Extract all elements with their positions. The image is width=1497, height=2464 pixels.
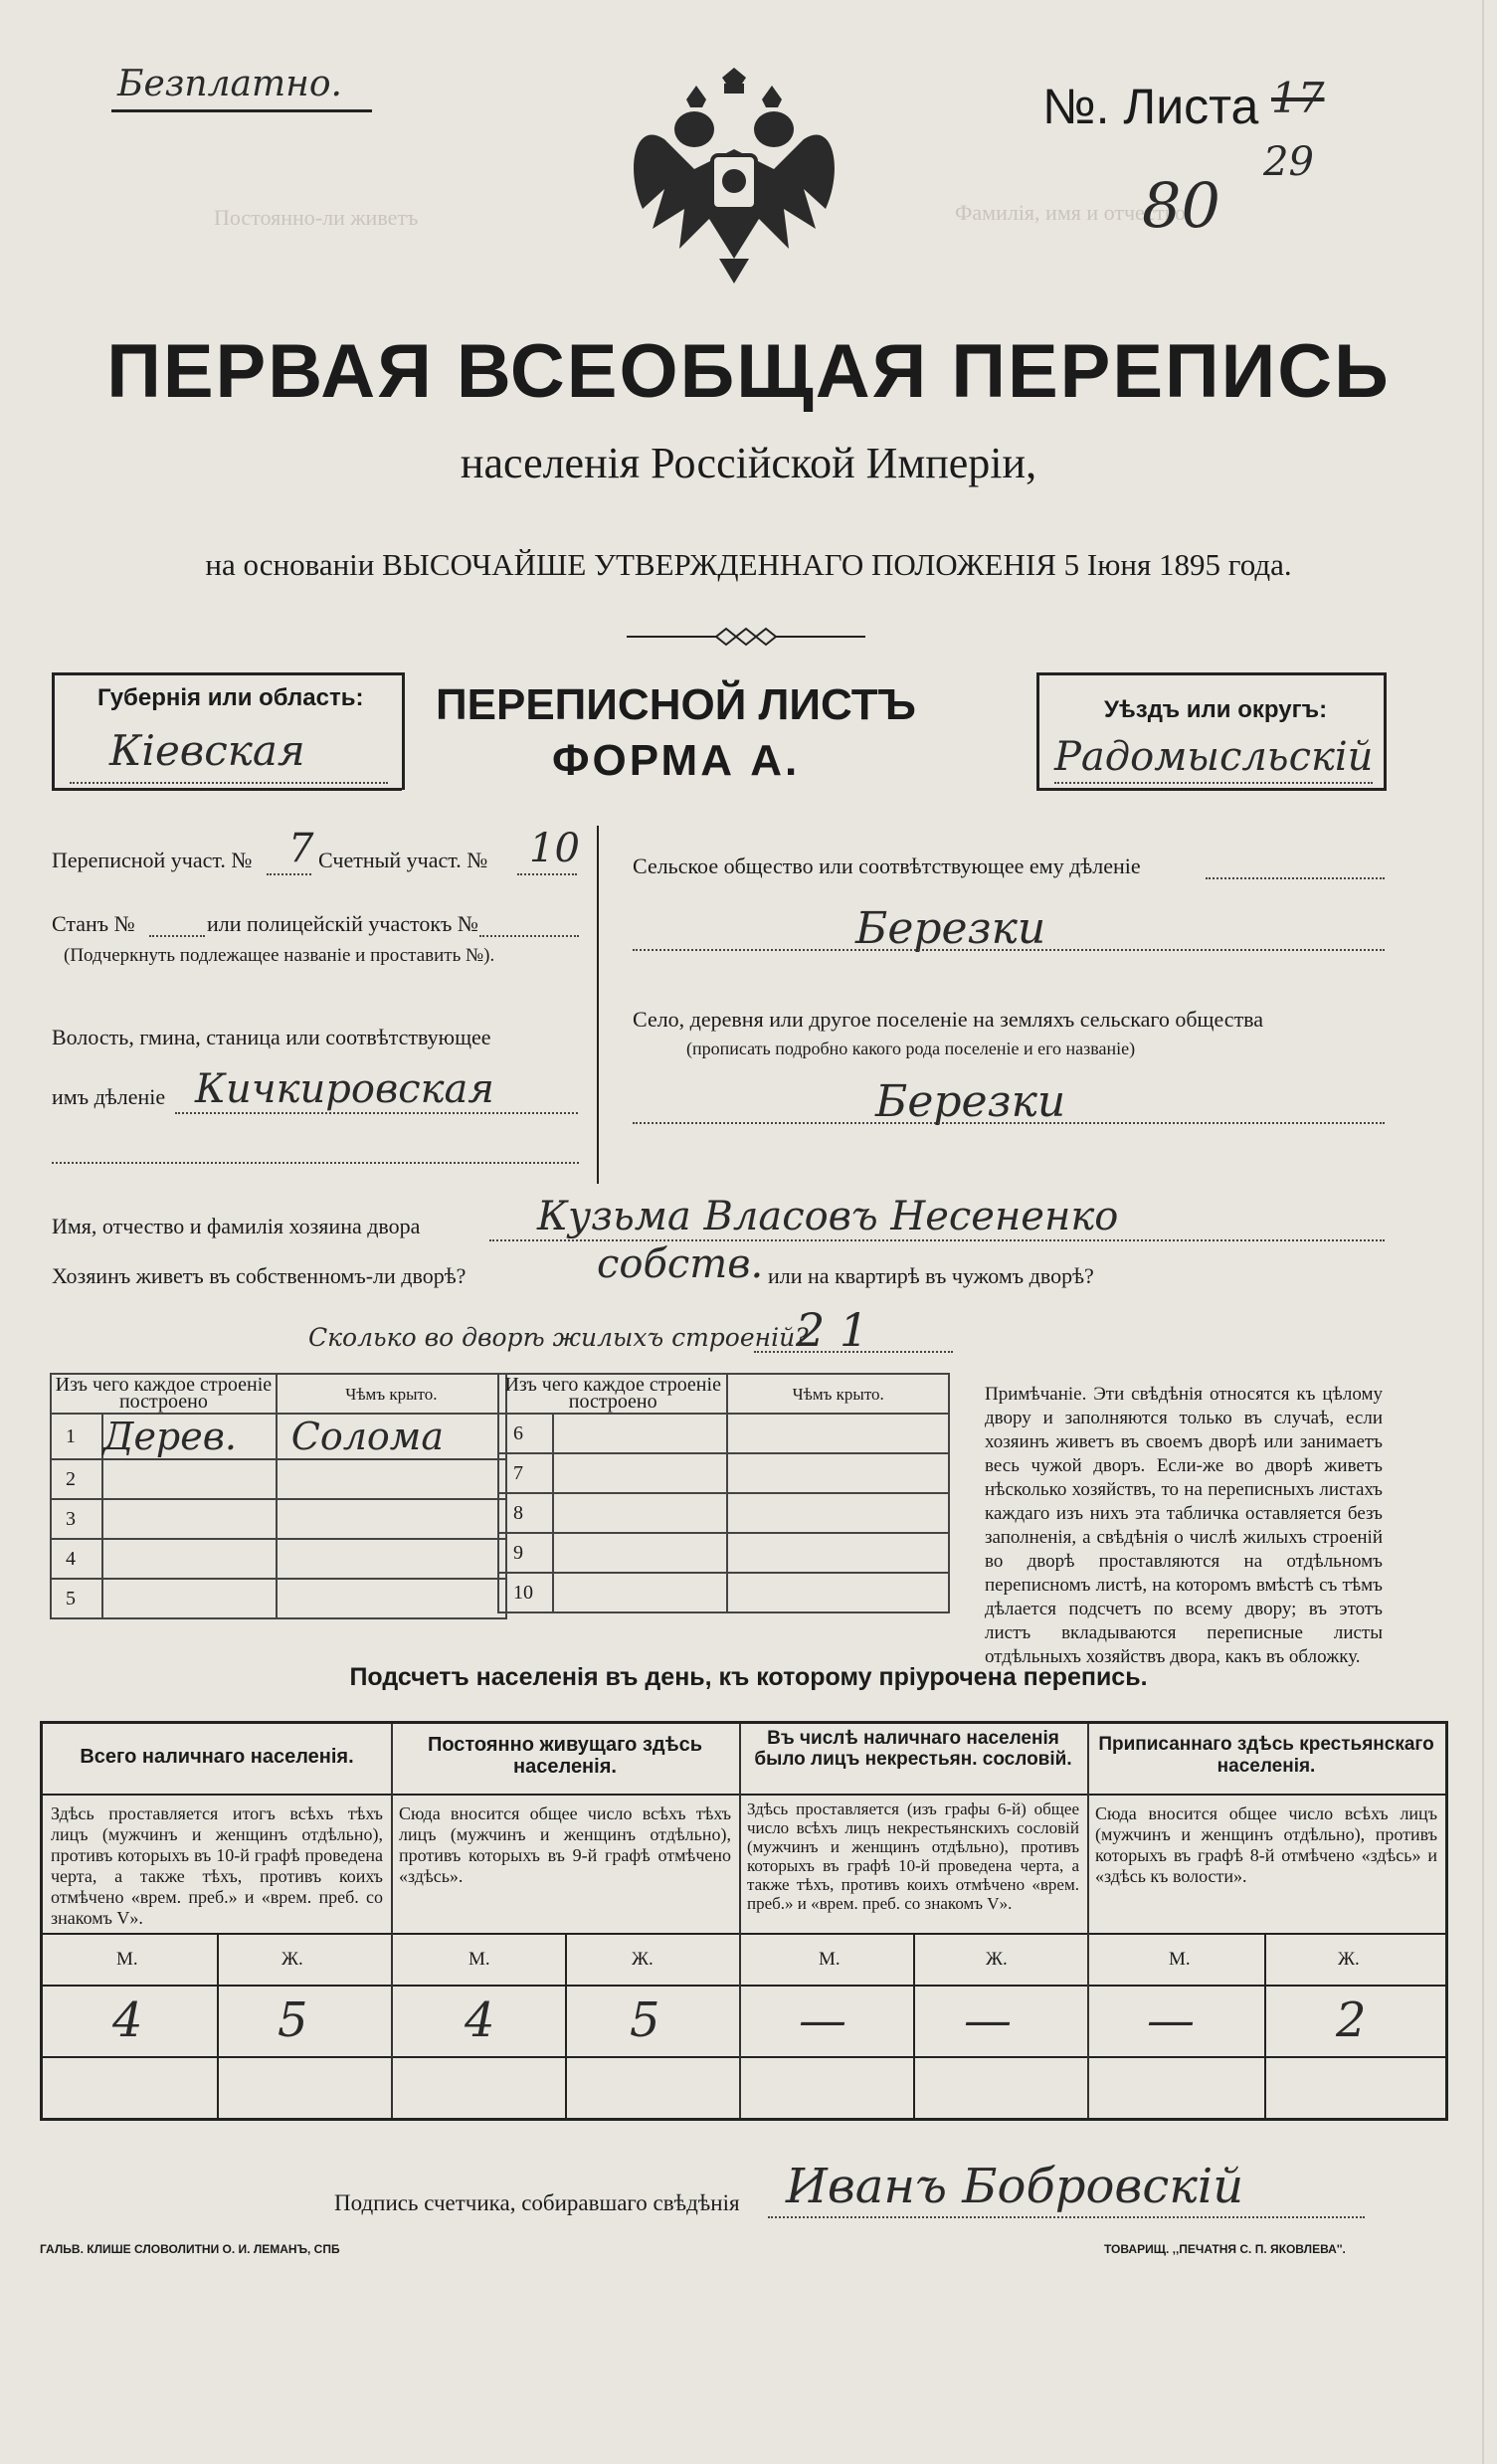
col2-m-label: М. bbox=[468, 1949, 490, 1970]
volost-label-1: Волость, гмина, станица или соотвѣтствующее bbox=[52, 1025, 491, 1049]
col3-m-value: — bbox=[799, 1992, 846, 2048]
province-dotline bbox=[70, 782, 388, 784]
free-label: Безплатно. bbox=[117, 64, 342, 104]
col1-m-label: М. bbox=[116, 1949, 138, 1970]
col1-split bbox=[217, 1933, 219, 2118]
col1-f-value: 5 bbox=[278, 1992, 308, 2048]
buildings-table-right bbox=[497, 1373, 950, 1613]
row1-material-value: Дерев. bbox=[102, 1415, 237, 1458]
population-table bbox=[40, 1721, 1448, 2121]
society-dotline-2 bbox=[633, 949, 1385, 951]
district-box-bottom bbox=[1036, 788, 1387, 791]
show-through-text: Постоянно-ли живетъ bbox=[214, 205, 419, 230]
subtitle: населенія Россійской Имперіи, bbox=[460, 439, 1037, 487]
col2-title: Постоянно живущаго здѣсь населенія. bbox=[427, 1734, 703, 1778]
district-dotline bbox=[1054, 782, 1373, 784]
province-box-left bbox=[52, 672, 55, 790]
col4-split bbox=[1264, 1933, 1266, 2118]
row1-roof-value: Солома bbox=[290, 1415, 444, 1458]
village-label: Село, деревня или другое поселеніе на земляхъ сельскаго общества bbox=[633, 1007, 1264, 1032]
form-title-1: ПЕРЕПИСНОЙ ЛИСТЪ bbox=[436, 680, 916, 729]
sheet-number-label: №. Листа bbox=[1042, 79, 1259, 134]
col1-m-value: 4 bbox=[112, 1992, 143, 2048]
row-number: 6 bbox=[498, 1414, 553, 1453]
counting-area-label: Счетный участ. № bbox=[318, 848, 488, 872]
stan-dotline bbox=[149, 935, 205, 937]
col3-f-label: Ж. bbox=[986, 1949, 1008, 1970]
village-value: Березки bbox=[875, 1076, 1066, 1127]
district-label: Уѣздъ или округъ: bbox=[1104, 696, 1328, 723]
roof-column-header: Чѣмъ крыто. bbox=[277, 1374, 506, 1414]
buildings-table-left bbox=[50, 1373, 507, 1619]
census-area-label: Переписной участ. № bbox=[52, 848, 253, 872]
row-number: 2 bbox=[51, 1459, 102, 1499]
row-number: 8 bbox=[498, 1493, 553, 1533]
province-box-right bbox=[402, 672, 405, 790]
signature-dotline bbox=[768, 2216, 1365, 2218]
double-headed-eagle-icon bbox=[625, 60, 843, 288]
col2-f-value: 5 bbox=[630, 1992, 660, 2048]
legal-basis: на основаніи ВЫСОЧАЙШЕ УТВЕРЖДЕННАГО ПОЛОЖЕНІЯ 5 Іюня 1895 года. bbox=[205, 547, 1292, 582]
col1-title: Всего наличнаго населенія. bbox=[80, 1746, 354, 1768]
signature-label: Подпись счетчика, собиравшаго свѣдѣнія bbox=[334, 2190, 740, 2215]
ornament-divider-icon bbox=[627, 627, 865, 647]
col1-f-label: Ж. bbox=[281, 1949, 303, 1970]
row-number: 3 bbox=[51, 1499, 102, 1539]
col2-m-value: 4 bbox=[465, 1992, 495, 2048]
col4-f-value: 2 bbox=[1336, 1992, 1367, 2048]
district-box-right bbox=[1384, 672, 1387, 790]
form-title-2: ФОРМА А. bbox=[552, 736, 801, 785]
population-col-permanent bbox=[391, 1724, 741, 2118]
stan-label: Станъ № bbox=[52, 911, 135, 936]
counting-area-dotline bbox=[517, 873, 577, 875]
sheet-number-handwritten: 17 bbox=[1271, 74, 1325, 122]
volost-value: Кичкировская bbox=[195, 1066, 494, 1112]
col3-f-value: — bbox=[964, 1992, 1012, 2048]
row-number: 10 bbox=[498, 1573, 553, 1612]
col3-m-label: М. bbox=[819, 1949, 841, 1970]
district-box-left bbox=[1036, 672, 1039, 790]
volost-dotline bbox=[175, 1112, 578, 1114]
province-label: Губернія или область: bbox=[97, 684, 364, 711]
population-col-non-peasant bbox=[739, 1724, 1089, 2118]
handwritten-number-a: 80 bbox=[1142, 169, 1220, 242]
census-area-value: 7 bbox=[288, 826, 314, 871]
row-number: 5 bbox=[51, 1579, 102, 1618]
col3-split bbox=[913, 1933, 915, 2118]
district-value: Радомысльскій bbox=[1054, 734, 1374, 780]
province-value: Кіевская bbox=[109, 726, 305, 775]
district-box-top bbox=[1036, 672, 1387, 675]
society-value: Березки bbox=[855, 903, 1046, 954]
buildings-count-dotline bbox=[754, 1351, 953, 1353]
owner-name-value: Кузьма Власовъ Несененко bbox=[537, 1194, 1119, 1239]
owner-name-label: Имя, отчество и фамилія хозяина двора bbox=[52, 1214, 421, 1238]
society-label: Сельское общество или соотвѣтствующее ему дѣленіе bbox=[633, 853, 1141, 878]
free-underline bbox=[111, 109, 372, 112]
printer-right: ТОВАРИЩ. ,,ПЕЧАТНЯ С. П. ЯКОВЛЕВА''. bbox=[1104, 2242, 1346, 2256]
row-number: 1 bbox=[51, 1414, 102, 1459]
population-heading: Подсчетъ населенія въ день, къ которому пріурочена перепись. bbox=[349, 1663, 1148, 1691]
fields-divider bbox=[597, 826, 599, 1184]
volost-label-2: имъ дѣленіе bbox=[52, 1084, 166, 1109]
village-dotline bbox=[633, 1122, 1385, 1124]
buildings-note: Примѣчаніе. Эти свѣдѣнія относятся къ цѣлому двору и заполняются только въ случаѣ, если хозяинъ живетъ въ своемъ дворѣ или занимаетъ весь чужой дворъ. Если-же во дворѣ живетъ нѣсколько хозяйствъ, то на переписныхъ листахъ каждаго изъ нихъ эта табличка оставляется безъ заполненія, а свѣдѣнія о числѣ жилыхъ строеній во дворѣ проставляются на отдѣльномъ переписномъ листѣ, на которомъ вмѣстѣ съ тѣмъ дѣлается подсчетъ по всему двору; въ этотъ листъ вкладываются переписные листы отдѣльныхъ хозяйствъ двора, какъ въ обложку. bbox=[985, 1384, 1383, 1667]
col4-f-label: Ж. bbox=[1338, 1949, 1360, 1970]
province-box-bottom bbox=[52, 788, 402, 791]
main-title: ПЕРВАЯ ВСЕОБЩАЯ ПЕРЕПИСЬ bbox=[106, 329, 1391, 414]
col3-text: Здѣсь проставляется (изъ графы 6-й) общее число всѣхъ лицъ некрестьянскихъ сословій (мужчинъ и женщинъ отдѣльно), противъ которыхъ въ графѣ 10-й проведена черта, а также тѣхъ, противъ коихъ отмѣчено «врем. преб.» и «врем. преб. со знакомъ V». bbox=[747, 1800, 1079, 1913]
show-through-text-2: Фамилія, имя и отчество bbox=[955, 200, 1186, 225]
signature-value: Иванъ Бобровскій bbox=[786, 2159, 1244, 2214]
printer-left: ГАЛЬВ. КЛИШЕ СЛОВОЛИТНИ О. И. ЛЕМАНЪ, СПБ bbox=[40, 2242, 340, 2256]
row-number: 7 bbox=[498, 1453, 553, 1493]
row-number: 9 bbox=[498, 1533, 553, 1573]
province-box-top bbox=[52, 672, 402, 675]
volost-dotline-2 bbox=[52, 1162, 579, 1164]
buildings-count-value: 2 1 bbox=[796, 1303, 869, 1357]
roof-column-header-2: Чѣмъ крыто. bbox=[727, 1374, 949, 1414]
col4-title: Приписаннаго здѣсь крестьянскаго населенія. bbox=[1098, 1734, 1434, 1777]
col4-m-value: — bbox=[1147, 1992, 1195, 2048]
row-number: 4 bbox=[51, 1539, 102, 1579]
col4-text: Сюда вносится общее число всѣхъ лицъ (мужчинъ и женщинъ отдѣльно), противъ которыхъ въ графѣ 8-й отмѣчено «здѣсь» и «здѣсь къ волости». bbox=[1095, 1803, 1437, 1886]
society-dotline bbox=[1206, 877, 1385, 879]
col1-text: Здѣсь проставляется итогъ всѣхъ тѣхъ лицъ (мужчинъ и женщинъ отдѣльно), противъ которыхъ въ 10-й графѣ проведена черта, а также тѣхъ, противъ коихъ отмѣчено «врем. преб.» и «врем. преб. со знакомъ V». bbox=[51, 1803, 383, 1928]
counting-area-value: 10 bbox=[529, 826, 580, 871]
police-area-dotline bbox=[479, 935, 579, 937]
owner-lives-label-2: или на квартирѣ въ чужомъ дворѣ? bbox=[768, 1263, 1094, 1288]
village-note: (прописать подробно какого рода поселеніе и его названіе) bbox=[686, 1039, 1136, 1058]
material-column-header-2: Изъ чего каждое строеніе построено bbox=[498, 1374, 727, 1414]
col4-m-label: М. bbox=[1169, 1949, 1191, 1970]
census-area-dotline bbox=[267, 873, 311, 875]
handwritten-number-b: 29 bbox=[1263, 139, 1314, 185]
population-col-total bbox=[43, 1724, 393, 2118]
col2-f-label: Ж. bbox=[632, 1949, 654, 1970]
col3-title: Въ числѣ наличнаго населенія было лицъ некрестьян. сословій. bbox=[754, 1728, 1072, 1770]
col2-split bbox=[565, 1933, 567, 2118]
owner-lives-label-1: Хозяинъ живетъ въ собственномъ-ли дворѣ? bbox=[52, 1263, 467, 1288]
buildings-count-label: Сколько во дворѣ жилыхъ строеній? bbox=[308, 1323, 809, 1352]
col2-text: Сюда вносится общее число всѣхъ тѣхъ лицъ (мужчинъ и женщинъ отдѣльно), противъ которыхъ въ 9-й графѣ отмѣчено «здѣсь». bbox=[399, 1803, 731, 1886]
population-col-peasant bbox=[1087, 1724, 1445, 2118]
stan-or-label: или полицейскій участокъ № bbox=[207, 911, 478, 936]
owner-lives-value: собств. bbox=[597, 1241, 764, 1287]
stan-note: (Подчеркнуть подлежащее названіе и проставить №). bbox=[64, 945, 495, 966]
material-column-header: Изъ чего каждое строеніе построено bbox=[51, 1374, 277, 1414]
